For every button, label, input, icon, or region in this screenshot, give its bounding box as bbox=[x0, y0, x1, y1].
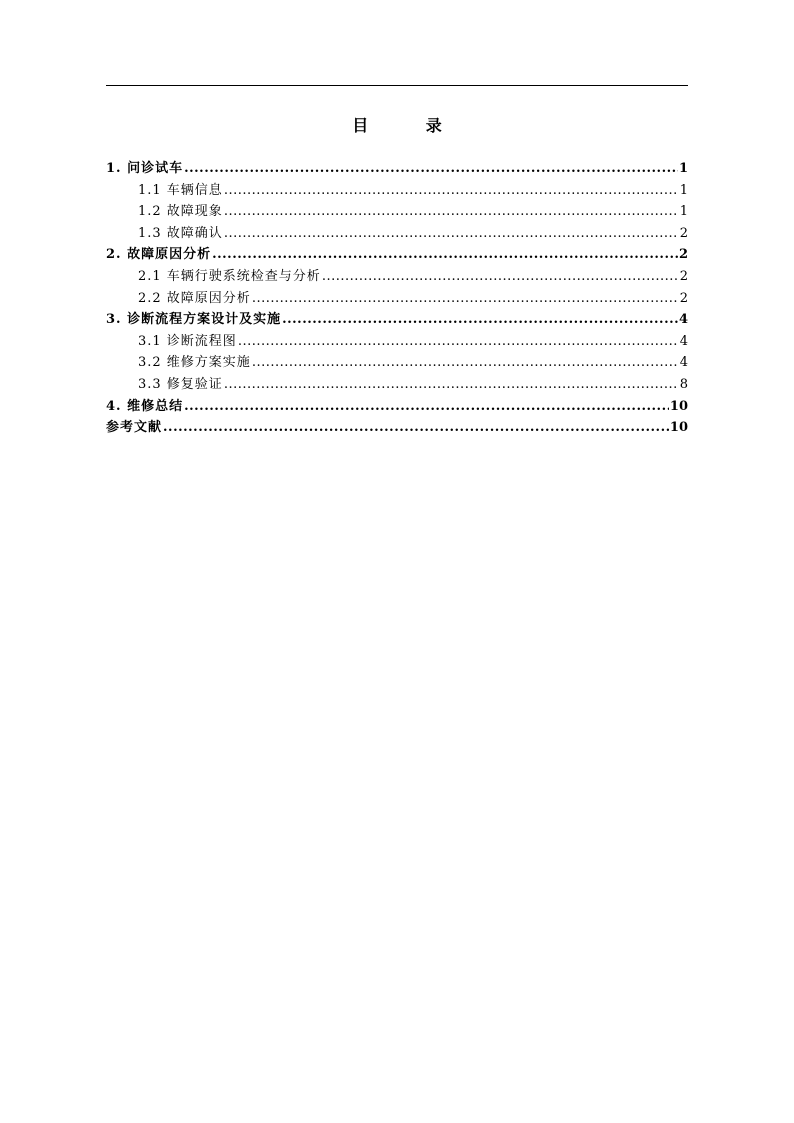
toc-page-number: 1 bbox=[679, 182, 688, 198]
toc-dot-leader bbox=[282, 309, 678, 331]
toc-page-number: 1 bbox=[678, 161, 688, 176]
table-of-contents bbox=[106, 158, 688, 439]
toc-entry-text: 2. 故障原因分析 bbox=[106, 247, 212, 263]
toc-dot-leader bbox=[224, 223, 679, 245]
toc-section-entry[interactable] bbox=[106, 331, 688, 353]
toc-dot-leader bbox=[224, 180, 679, 202]
toc-entry-text: 2.2 故障原因分析 bbox=[138, 290, 251, 306]
toc-section-entry[interactable] bbox=[106, 352, 688, 374]
toc-chapter-entry[interactable] bbox=[106, 158, 688, 180]
toc-page-number: 4 bbox=[678, 312, 688, 328]
toc-entry-text: 1.1 车辆信息 bbox=[138, 182, 223, 198]
toc-page-number: 2 bbox=[679, 268, 688, 284]
toc-entry-text: 1.3 故障确认 bbox=[138, 225, 223, 241]
toc-entry-text: 1.2 故障现象 bbox=[138, 204, 223, 220]
toc-chapter-entry[interactable] bbox=[106, 417, 688, 439]
toc-section-entry[interactable] bbox=[106, 223, 688, 245]
toc-entry-text: 3.3 修复验证 bbox=[138, 376, 223, 392]
toc-page-number: 10 bbox=[669, 420, 688, 436]
toc-entry-text: 4. 维修总结 bbox=[106, 398, 184, 414]
toc-dot-leader bbox=[238, 331, 679, 353]
toc-dot-leader bbox=[224, 201, 679, 223]
toc-dot-leader bbox=[322, 266, 679, 288]
toc-chapter-entry[interactable] bbox=[106, 396, 688, 418]
toc-chapter-entry[interactable] bbox=[106, 244, 688, 266]
toc-page-number: 4 bbox=[679, 355, 688, 371]
toc-entry-text: 3.1 诊断流程图 bbox=[138, 333, 237, 349]
toc-section-entry[interactable] bbox=[106, 374, 688, 396]
toc-title: 目 录 bbox=[352, 116, 468, 135]
toc-entry-text: 参考文献 bbox=[106, 420, 163, 436]
toc-section-entry[interactable] bbox=[106, 288, 688, 310]
toc-page-number: 10 bbox=[669, 398, 688, 414]
toc-section-entry[interactable] bbox=[106, 201, 688, 223]
toc-dot-leader bbox=[224, 374, 679, 396]
toc-page-number: 4 bbox=[679, 333, 688, 349]
toc-page-number: 2 bbox=[678, 247, 688, 263]
toc-dot-leader bbox=[184, 158, 678, 180]
toc-dot-leader bbox=[252, 288, 679, 310]
toc-entry-text: 3.2 维修方案实施 bbox=[138, 355, 251, 371]
header-rule bbox=[106, 85, 688, 86]
toc-section-entry[interactable] bbox=[106, 180, 688, 202]
toc-page-number: 8 bbox=[679, 376, 688, 392]
toc-dot-leader bbox=[212, 244, 678, 266]
toc-page-number: 2 bbox=[679, 225, 688, 241]
toc-section-entry[interactable] bbox=[106, 266, 688, 288]
toc-dot-leader bbox=[163, 417, 669, 439]
toc-dot-leader bbox=[184, 396, 669, 418]
toc-chapter-entry[interactable] bbox=[106, 309, 688, 331]
toc-entry-text: 1. 问诊试车 bbox=[106, 161, 184, 176]
toc-page-number: 2 bbox=[679, 290, 688, 306]
toc-entry-text: 3. 诊断流程方案设计及实施 bbox=[106, 312, 282, 328]
toc-entry-text: 2.1 车辆行驶系统检查与分析 bbox=[138, 268, 321, 284]
toc-dot-leader bbox=[252, 352, 679, 374]
toc-page-number: 1 bbox=[679, 204, 688, 220]
